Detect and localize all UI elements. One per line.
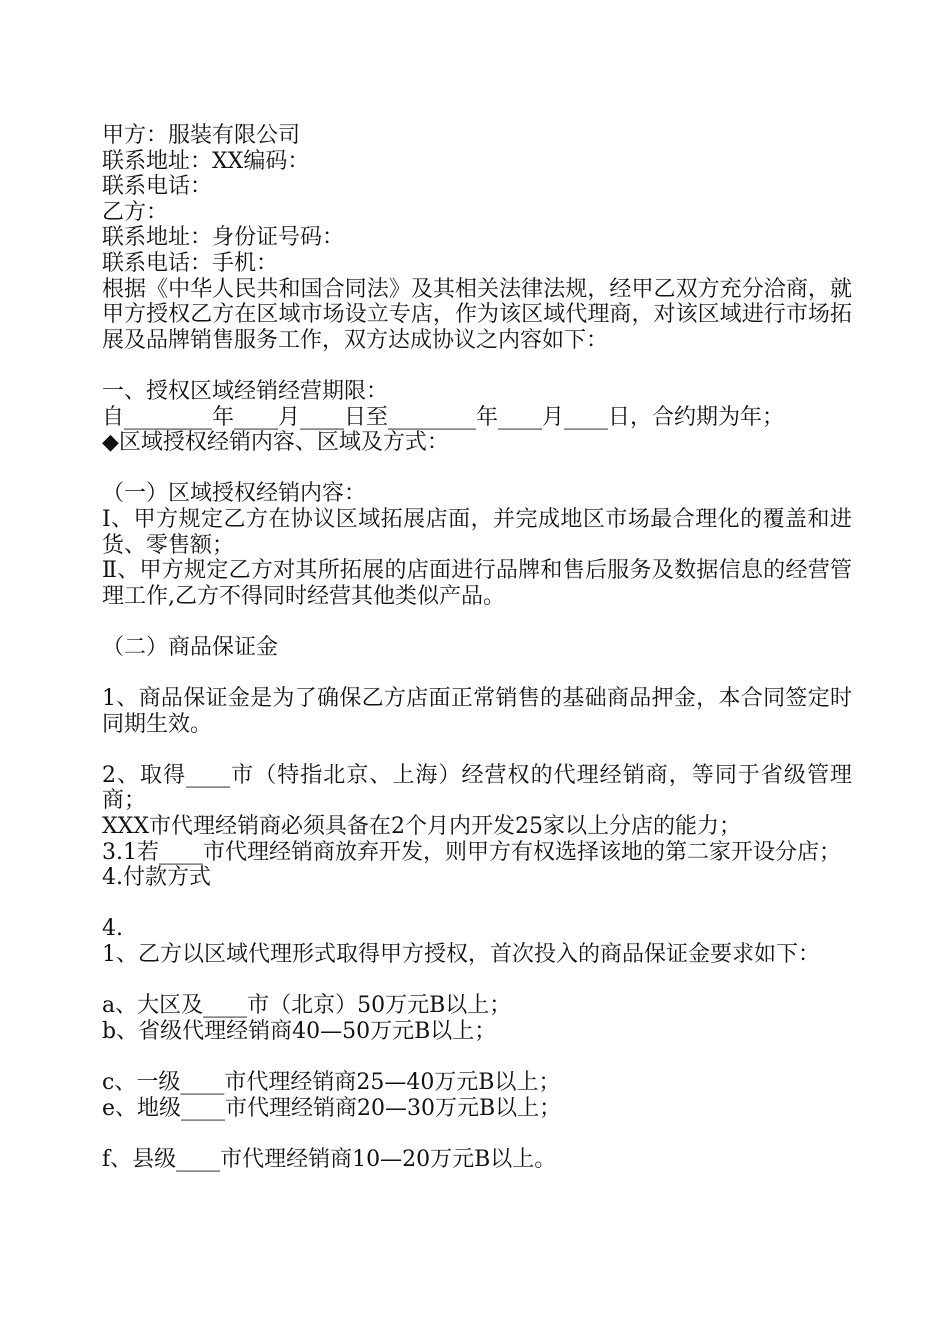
text-line: f、县级____市代理经销商10—20万元B以上。: [102, 1146, 557, 1172]
paragraph: 1、乙方以区域代理形式取得甲方授权，首次投入的商品保证金要求如下：: [102, 942, 820, 967]
blank-line: [102, 968, 852, 994]
text-line: 联系电话：: [102, 174, 213, 200]
text-line: e、地级____市代理经销商20—30万元B以上；: [102, 1095, 562, 1121]
text-line: 乙方：: [102, 199, 169, 225]
text-line: 甲方：服装有限公司: [102, 123, 301, 148]
paragraph: 2、取得____市（特指北京、上海）经营权的代理经销商，等同于省级管理商；: [102, 762, 852, 814]
text-line: 一、授权区域经销经营期限：: [102, 378, 389, 404]
text-line: （二）商品保证金: [102, 634, 279, 660]
text-line: （一）区域授权经销内容：: [102, 481, 367, 507]
blank-line: [102, 1044, 852, 1070]
blank-line: [102, 609, 852, 635]
paragraph: 1、商品保证金是为了确保乙方店面正常销售的基础商品押金，本合同签定时同期生效。: [102, 686, 852, 737]
blank-line: [102, 353, 852, 379]
blank-line: [102, 456, 852, 482]
text-line: 联系地址：身份证号码：: [102, 225, 345, 251]
text-line: XXX市代理经销商必须具备在2个月内开发25家以上分店的能力；: [102, 814, 741, 840]
paragraph: 3.1若____市代理经销商放弃开发，则甲方有权选择该地的第二家开设分店；: [102, 839, 841, 865]
text-line: 联系地址：XX编码：: [102, 148, 310, 174]
blank-line: [102, 660, 852, 686]
blank-line: [102, 737, 852, 763]
text-line: b、省级代理经销商40—50万元B以上；: [102, 1018, 497, 1044]
paragraph: 根据《中华人民共和国合同法》及其相关法律法规，经甲乙双方充分洽商，就甲方授权乙方在区域市场设立专店，作为该区域代理商，对该区域进行市场拓展及品牌销售服务工作，双方达成协议之内容如下：: [102, 276, 852, 353]
text-line: c、一级____市代理经销商25—40万元B以上；: [102, 1069, 561, 1095]
text-line: 4.付款方式: [102, 865, 211, 891]
document-body: [102, 123, 852, 1172]
text-line: a、大区及____市（北京）50万元B以上；: [102, 993, 512, 1019]
blank-line: [102, 1121, 852, 1147]
text-line: 4.: [102, 916, 123, 942]
paragraph: Ⅱ、甲方规定乙方对其所拓展的店面进行品牌和售后服务及数据信息的经营管理工作,乙方不得同时经营其他类似产品。: [102, 558, 852, 609]
blank-line: [102, 891, 852, 917]
text-line: ◆区域授权经销内容、区域及方式：: [102, 430, 449, 456]
paragraph: Ⅰ、甲方规定乙方在协议区域拓展店面，并完成地区市场最合理化的覆盖和进货、零售额；: [102, 506, 852, 558]
text-line: 联系电话：手机：: [102, 250, 279, 276]
text-line: 自________年____月____日至________年____月____日，合约期为年；: [102, 404, 785, 430]
